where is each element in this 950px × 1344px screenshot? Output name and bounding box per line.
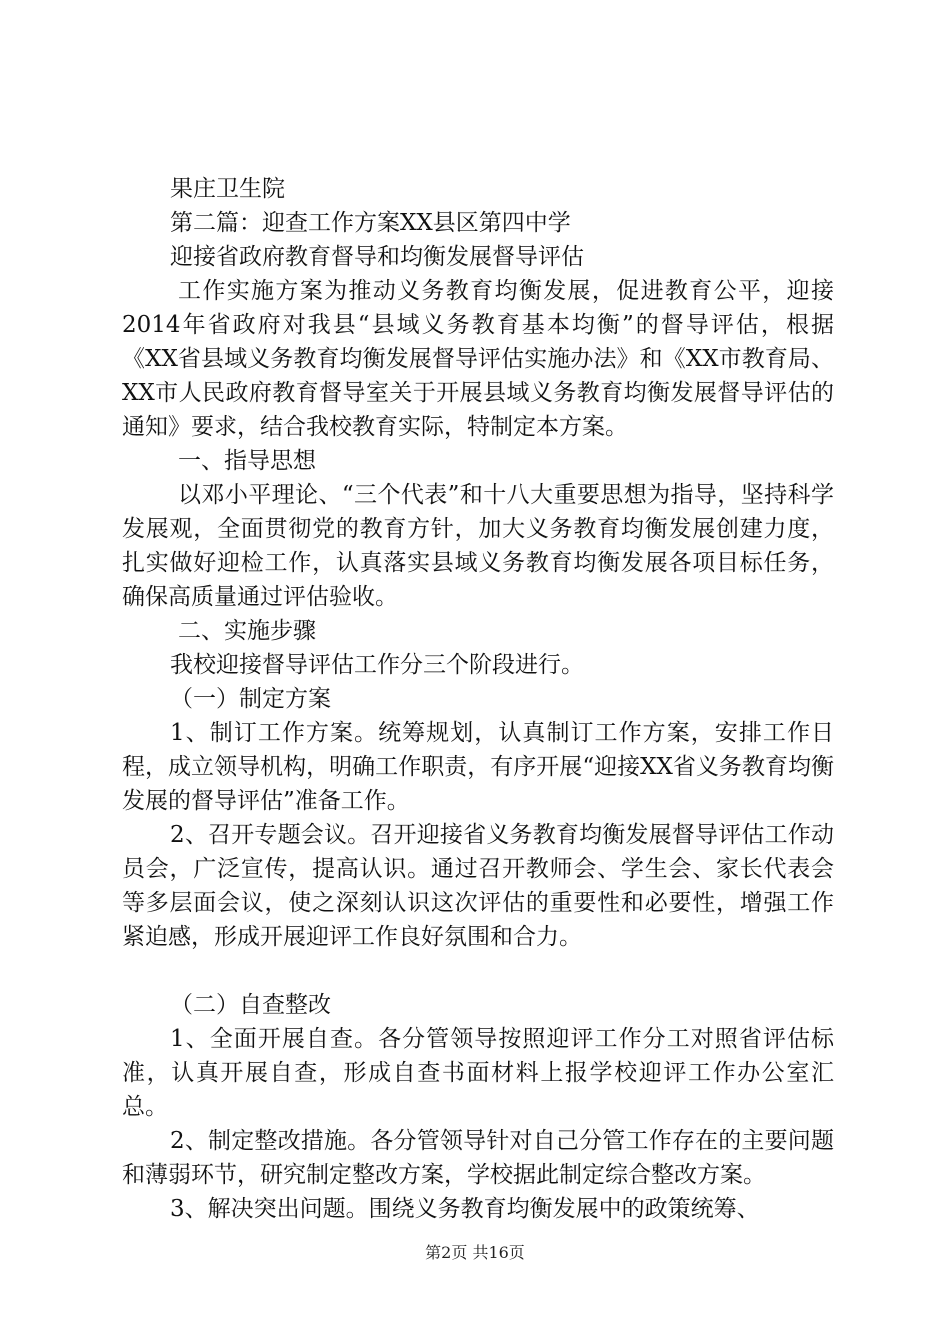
paragraph-subtitle: 迎接省政府教育督导和均衡发展督导评估 bbox=[170, 244, 584, 270]
paragraph-step-2-3: 3、解决突出问题。围绕义务教育均衡发展中的政策统筹、 bbox=[170, 1196, 760, 1222]
subsection-heading-plan: （一）制定方案 bbox=[170, 686, 331, 712]
paragraph-hospital-name: 果庄卫生院 bbox=[170, 176, 285, 202]
document-body bbox=[122, 172, 834, 1226]
page-footer: 第2页 共16页 bbox=[425, 1243, 525, 1262]
paragraph-three-stages: 我校迎接督导评估工作分三个阶段进行。 bbox=[170, 652, 584, 678]
section-heading-guiding-thought: 一、指导思想 bbox=[178, 448, 316, 474]
subsection-heading-self-check: （二）自查整改 bbox=[170, 992, 331, 1018]
paragraph-guiding-thought: 以邓小平理论、“三个代表”和十八大重要思想为指导，坚持科学发展观，全面贯彻党的教育方针，加大义务教育均衡发展创建力度，扎实做好迎检工作，认真落实县域义务教育均衡发展各项目标任务，确保高质量通过评估验收。 bbox=[122, 482, 834, 610]
paragraph-intro: 工作实施方案为推动义务教育均衡发展，促进教育公平，迎接2014年省政府对我县“县域义务教育基本均衡”的督导评估，根据《XX省县域义务教育均衡发展督导评估实施办法》和《XX市教育局、XX市人民政府教育督导室关于开展县域义务教育均衡发展督导评估的通知》要求，结合我校教育实际，特制定本方案。 bbox=[122, 278, 834, 440]
paragraph-chapter-title: 第二篇：迎查工作方案XX县区第四中学 bbox=[170, 210, 571, 236]
paragraph-step-2-1: 1、全面开展自查。各分管领导按照迎评工作分工对照省评估标准，认真开展自查，形成自查书面材料上报学校迎评工作办公室汇总。 bbox=[122, 1026, 834, 1120]
paragraph-step-2-2: 2、制定整改措施。各分管领导针对自己分管工作存在的主要问题和薄弱环节，研究制定整改方案，学校据此制定综合整改方案。 bbox=[122, 1128, 834, 1188]
paragraph-step-1-1: 1、制订工作方案。统筹规划，认真制订工作方案，安排工作日程，成立领导机构，明确工作职责，有序开展“迎接XX省义务教育均衡发展的督导评估”准备工作。 bbox=[122, 720, 834, 814]
section-heading-steps: 二、实施步骤 bbox=[178, 618, 316, 644]
paragraph-step-1-2: 2、召开专题会议。召开迎接省义务教育均衡发展督导评估工作动员会，广泛宣传，提高认识。通过召开教师会、学生会、家长代表会等多层面会议，使之深刻认识这次评估的重要性和必要性，增强工作紧迫感，形成开展迎评工作良好氛围和合力。 bbox=[122, 822, 834, 950]
